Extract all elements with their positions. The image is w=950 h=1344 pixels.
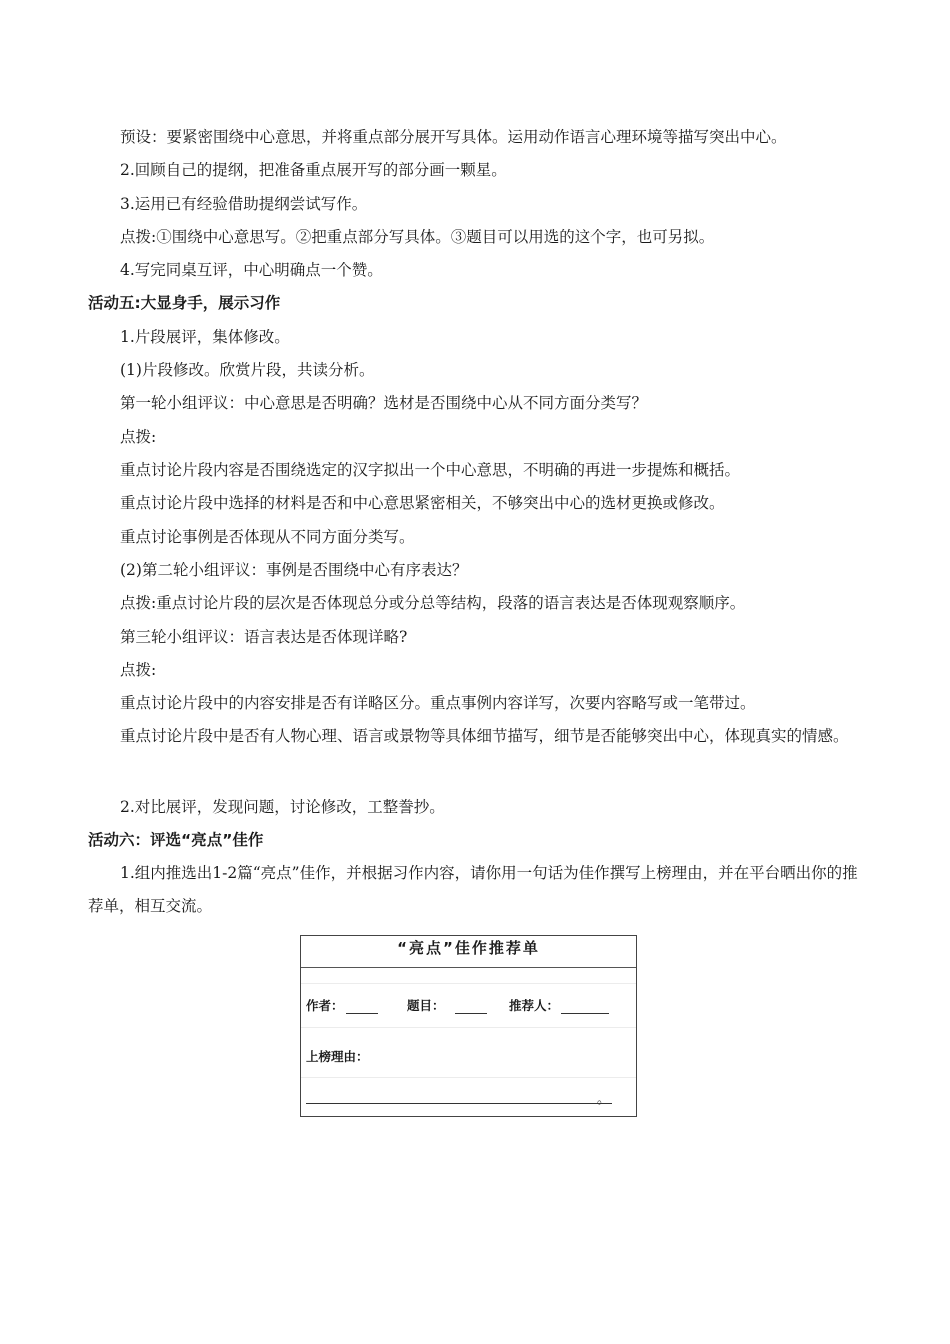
activity-6-paragraph: 1.组内推选出1-2篇“亮点”佳作，并根据习作内容，请你用一句话为佳作撰写上榜理由，并在平台晒出你的推荐单，相互交流。	[88, 864, 858, 915]
paragraph-preset: 预设：要紧密围绕中心意思，并将重点部分展开写具体。运用动作语言心理环境等描写突出中心。	[120, 128, 787, 146]
activity-5-line: 重点讨论事例是否体现从不同方面分类写。	[120, 528, 415, 546]
activity-5-line: 第一轮小组评议：中心意思是否明确？选材是否围绕中心从不同方面分类写？	[120, 394, 648, 412]
activity-5-line: 重点讨论片段中选择的材料是否和中心意思紧密相关，不够突出中心的选材更换或修改。	[120, 494, 725, 512]
activity-5-line: 点拨:	[120, 661, 157, 679]
card-title-divider	[301, 967, 636, 968]
activity-6-heading: 活动六：评选“亮点”佳作	[88, 831, 264, 849]
paragraph-step-3: 3.运用已有经验借助提纲尝试写作。	[120, 195, 368, 213]
author-blank[interactable]	[346, 999, 378, 1014]
reason-label: 上榜理由：	[306, 1049, 369, 1064]
card-guide-line	[301, 1077, 636, 1078]
paragraph-step-4: 4.写完同桌互评，中心明确点一个赞。	[120, 261, 383, 279]
author-field[interactable]	[306, 996, 378, 1014]
activity-5-line: (1)片段修改。欣赏片段，共读分析。	[120, 361, 375, 379]
reason-fill-line[interactable]	[306, 1103, 612, 1104]
activity-5-line: (2)第二轮小组评议：事例是否围绕中心有序表达？	[120, 561, 468, 579]
activity-5-line: 重点讨论片段内容是否围绕选定的汉字拟出一个中心意思，不明确的再进一步提炼和概括。	[120, 461, 741, 479]
paragraph-step-2: 2.回顾自己的提纲，把准备重点展开写的部分画一颗星。	[120, 161, 507, 179]
paragraph-tip: 点拨:①围绕中心意思写。②把重点部分写具体。③题目可以用选的这个字，也可另拟。	[120, 228, 715, 246]
card-guide-line	[301, 983, 636, 984]
activity-5-line: 第三轮小组评议：语言表达是否体现详略?	[120, 628, 408, 646]
recommender-blank[interactable]	[561, 999, 609, 1014]
activity-5-line: 1.片段展评，集体修改。	[120, 328, 290, 346]
activity-5-line: 点拨:重点讨论片段的层次是否体现总分或分总等结构，段落的语言表达是否体现观察顺序。	[120, 594, 746, 612]
activity-5-line: 点拨:	[120, 428, 157, 446]
topic-label: 题目：	[407, 998, 445, 1013]
activity-5-line: 重点讨论片段中的内容安排是否有详略区分。重点事例内容详写，次要内容略写或一笔带过。	[120, 694, 756, 712]
topic-blank[interactable]	[455, 999, 487, 1014]
topic-field[interactable]	[407, 996, 487, 1014]
activity-5-long-paragraph: 重点讨论片段中是否有人物心理、语言或景物等具体细节描写，细节是否能够突出中心，体现真实的情感。	[120, 727, 849, 745]
recommender-label: 推荐人：	[509, 998, 560, 1013]
card-guide-line	[301, 1027, 636, 1028]
author-label: 作者：	[306, 998, 344, 1013]
card-title: “亮点”佳作推荐单	[397, 939, 540, 957]
reason-end-mark: 。	[597, 1092, 611, 1107]
activity-5-heading: 活动五:大显身手，展示习作	[88, 294, 281, 312]
recommendation-card	[300, 935, 637, 1117]
recommender-field[interactable]	[509, 996, 609, 1014]
activity-5-last-line: 2.对比展评，发现问题，讨论修改，工整誊抄。	[120, 798, 445, 816]
